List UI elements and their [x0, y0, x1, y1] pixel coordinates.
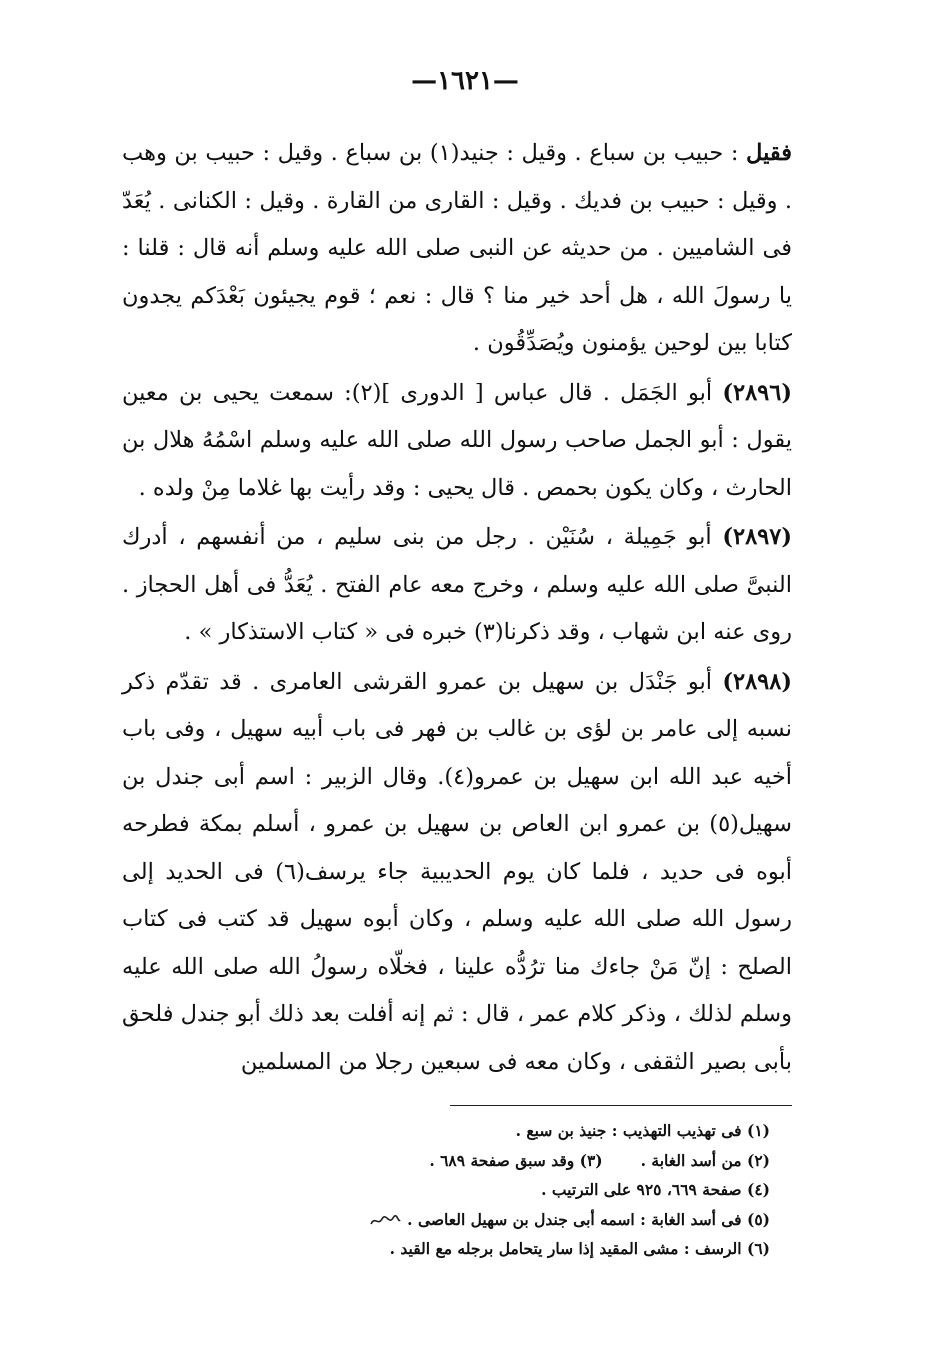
footnote-1: (١) فى تهذيب التهذيب : جنيذ بن سبع .: [515, 1121, 770, 1140]
entry-2897: [122, 514, 792, 657]
entry-text: أبو جَمِيلة ، سُنَيْن . رجل من بنى سليم ، من أنفسهم ، أدرك النبىَّ صلى الله عليه وسلم ، وخرج معه عام الفتح . يُعَدُّ فى أهل الحجاز . روى عنه ابن شهاب ، وقد ذكرنا(٣) خبره فى « كتاب الاستذكار » .: [122, 524, 792, 645]
footnotes: [220, 1116, 770, 1264]
footnote-6: (٦) الرسف : مشى المقيد إذا سار يتحامل برجله مع القيد .: [389, 1239, 770, 1258]
footnote-divider: [450, 1105, 792, 1106]
handwritten-mark-icon: [369, 1214, 401, 1228]
footnote-2-3: [220, 1146, 770, 1176]
footnote-5-text: (٥) فى أسد الغابة : اسمه أبى جندل بن سهيل العاصى .: [407, 1209, 770, 1229]
paragraph-lead-word: فقيل: [746, 140, 792, 166]
entry-2896: [122, 370, 792, 513]
paragraph-continuation: [122, 130, 792, 368]
entry-text: أبو الجَمَل . قال عباس [ الدورى ](٢): سمعت يحيى بن معين يقول : أبو الجمل صاحب رسول الله صلى الله عليه وسلم اسْمُهُ هلال بن الحارث ، وكان يكون بحمص . قال يحيى : وقد رأيت بها غلاما مِنْ ولده .: [122, 379, 792, 501]
paragraph-text: : حبيب بن سباع . وقيل : جنيد(١) بن سباع . وقيل : حبيب بن وهب . وقيل : حبيب بن فديك . وقيل : القارى من القارة . وقيل : الكنانى . يُعَدّ فى الشاميين . من حديثه عن النبى صلى الله عليه وسلم أنه قال : قلنا : يا رسولَ الله ، هل أحد خير منا ؟ قال : نعم ؛ قوم يجيئون بَعْدَكم يجدون كتابا بين لوحين يؤمنون ويُصَدِّقُون .: [122, 140, 792, 356]
entry-text: أبو جَنْدَل بن سهيل بن عمرو القرشى العامرى . قد تقدّم ذكر نسبه إلى عامر بن لؤى بن غالب بن فهر فى باب أبيه سهيل ، وفى باب أخيه عبد الله ابن سهيل بن عمرو(٤). وقال الزبير : اسم أبى جندل بن سهيل(٥) بن عمرو ابن العاص بن سهيل بن عمرو ، أسلم بمكة فطرحه أبوه فى حديد ، فلما كان يوم الحديبية جاء يرسف(٦) فى الحديد إلى رسول الله صلى الله عليه وسلم ، وكان أبوه سهيل قد كتب فى كتاب الصلح : إنّ مَنْ جاءك منا ترُدُّه علينا ، فخلّاه رسولُ الله صلى الله عليه وسلم لذلك ، وذكر كلام عمر ، قال : ثم إنه أفلت بعد ذلك أبو جندل فلحق بأبى بصير الثقفى ، وكان معه فى سبعين رجلا من المسلمين: [122, 668, 793, 1075]
entry-number: (٢٨٩٦): [722, 379, 792, 406]
entry-number: (٢٨٩٨): [722, 668, 792, 695]
footnote-2: (٢) من أسد الغابة .: [640, 1150, 770, 1170]
entry-number: (٢٨٩٧): [722, 524, 792, 550]
footnote-3: (٣) وقد سبق صفحة ٦٨٩ .: [429, 1150, 603, 1170]
entry-2898: [122, 659, 792, 1087]
main-text: [122, 130, 792, 1086]
page-number: —١٦٢١—: [411, 66, 519, 96]
footnote-5: [220, 1205, 770, 1235]
footnote-4: (٤) صفحة ٦٦٩، ٩٢٥ على الترتيب .: [541, 1180, 770, 1199]
